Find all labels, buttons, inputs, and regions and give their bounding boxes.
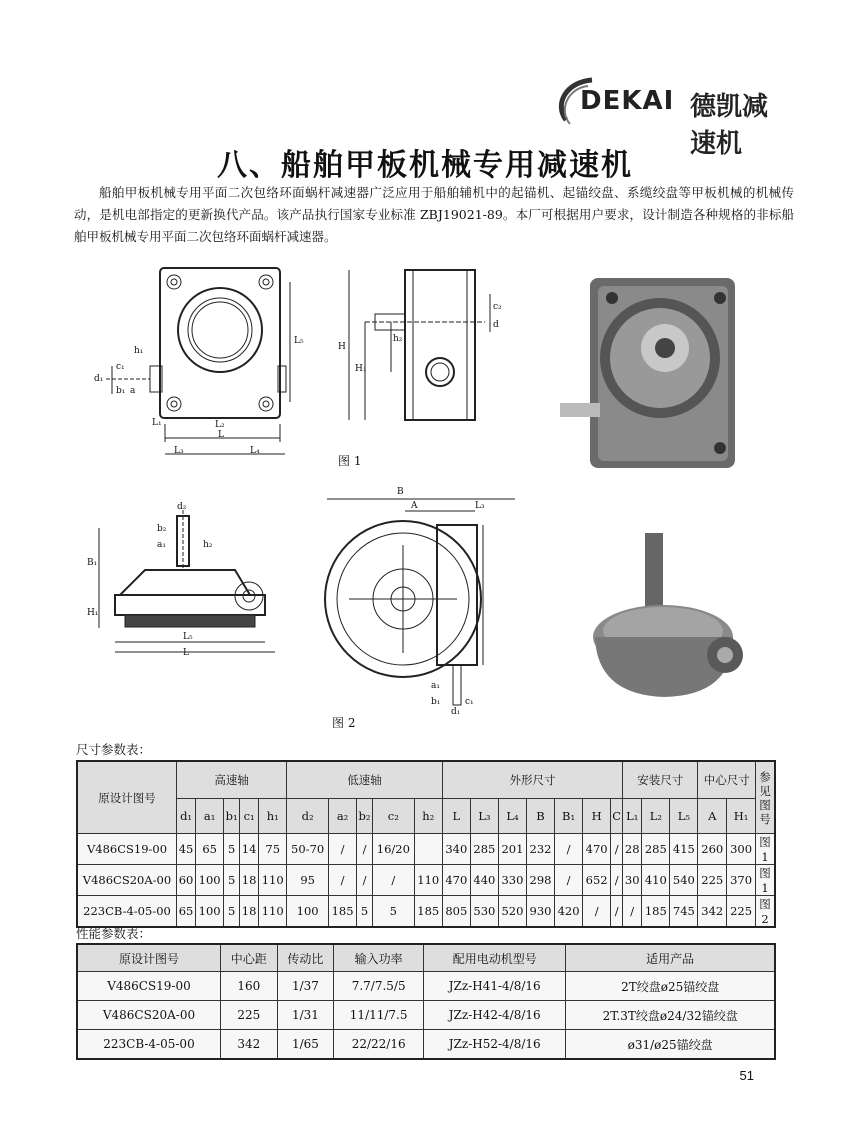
table-cell: 470 (583, 834, 611, 865)
fig1-caption: 图 1 (338, 454, 362, 468)
dim-subheader: c₂ (372, 799, 414, 834)
group-header-low-speed: 低速轴 (287, 761, 443, 799)
fig2-caption: 图 2 (332, 716, 356, 730)
table-cell: 285 (642, 834, 670, 865)
table-cell: JZz-H52-4/8/16 (424, 1030, 566, 1060)
table-cell: / (372, 865, 414, 896)
label-b1: b₁ (431, 697, 441, 707)
table-cell: 185 (642, 896, 670, 928)
perf-header: 中心距 (220, 944, 277, 972)
label-a1: a₁ (157, 540, 166, 550)
table-cell: 470 (442, 865, 470, 896)
table-cell: 232 (526, 834, 554, 865)
label-B1: B₁ (87, 558, 98, 568)
table-cell: 225 (220, 1001, 277, 1030)
table-cell: 5 (224, 834, 240, 865)
table-cell: / (329, 865, 357, 896)
table-cell: 110 (259, 896, 287, 928)
table-cell: / (555, 865, 583, 896)
table-cell: 540 (670, 865, 698, 896)
label-L3: L₃ (475, 501, 485, 511)
table-cell: 2T绞盘ø25锚绞盘 (566, 972, 775, 1001)
perf-header: 原设计图号 (77, 944, 220, 972)
label-h1: h₁ (134, 346, 144, 356)
table-cell: 图1 (756, 834, 776, 865)
table-cell: 225 (698, 865, 727, 896)
table-cell: 520 (498, 896, 526, 928)
table-cell: / (357, 834, 373, 865)
table-cell: 342 (698, 896, 727, 928)
dim-subheader: a₂ (329, 799, 357, 834)
table-cell: 160 (220, 972, 277, 1001)
table-cell: 95 (287, 865, 329, 896)
label-d2: d₂ (177, 502, 187, 512)
intro-paragraph: 船舶甲板机械专用平面二次包络环面蜗杆减速器广泛应用于船舶辅机中的起锚机、起锚绞盘、系缆绞盘等甲板机械的机械传动，是机电部指定的更新换代产品。该产品执行国家专业标准 ZBJ19021-89。本厂可根据用户要求，设计制造各种规格的非标船舶甲板机械专用平面二次包络环面蜗杆减速器。 (74, 185, 794, 244)
dim-subheader: d₁ (177, 799, 196, 834)
table-cell: 530 (470, 896, 498, 928)
table-cell: 652 (583, 865, 611, 896)
fig1-front-view-drawing (90, 262, 305, 462)
table-cell: 50-70 (287, 834, 329, 865)
table-cell: 2T.3T绞盘ø24/32锚绞盘 (566, 1001, 775, 1030)
perf-header: 配用电动机型号 (424, 944, 566, 972)
dim-subheader: h₁ (259, 799, 287, 834)
row-model-cell: V486CS19-00 (77, 834, 177, 865)
dim-subheader: L₁ (623, 799, 642, 834)
label-L5: L₅ (183, 632, 193, 642)
reducer-photo-1 (550, 268, 750, 488)
table-cell: 410 (642, 865, 670, 896)
label-H: H (338, 342, 346, 352)
dim-subheader: b₁ (224, 799, 240, 834)
table-cell: 930 (526, 896, 554, 928)
row-model-cell: V486CS20A-00 (77, 865, 177, 896)
table-cell: 22/22/16 (334, 1030, 424, 1060)
table-cell: 1/37 (277, 972, 334, 1001)
label-d: d (493, 320, 499, 330)
table-cell: 16/20 (372, 834, 414, 865)
label-L4: L₄ (250, 446, 260, 456)
dim-subheader: d₂ (287, 799, 329, 834)
table-cell: 223CB-4-05-00 (77, 1030, 220, 1060)
perf-header: 输入功率 (334, 944, 424, 972)
table-cell: 5 (224, 865, 240, 896)
label-a1b: a₁ (431, 681, 440, 691)
group-header-center: 中心尺寸 (698, 761, 756, 799)
label-H1: H₁ (355, 364, 367, 374)
label-c2: c₂ (493, 302, 502, 312)
col-orig-header: 原设计图号 (77, 761, 177, 834)
table-row (77, 865, 775, 896)
table-cell: 5 (372, 896, 414, 928)
logo-cn-text: 德凯减速机 (690, 92, 769, 159)
table-row (77, 972, 775, 1001)
table-cell: 298 (526, 865, 554, 896)
label-c1: c₁ (465, 697, 474, 707)
table-row (77, 1030, 775, 1060)
table-cell: 330 (498, 865, 526, 896)
label-L: L (183, 648, 189, 658)
table-cell: V486CS19-00 (77, 972, 220, 1001)
col-ref-header: 参见图号 (756, 761, 776, 834)
table-row (77, 834, 775, 865)
table-cell: 225 (727, 896, 756, 928)
brand-logo (552, 74, 792, 159)
table-cell: 260 (698, 834, 727, 865)
label-c1: c₁ (116, 362, 125, 372)
perf-header: 适用产品 (566, 944, 775, 972)
perf-table (76, 943, 776, 1060)
table-cell: JZz-H41-4/8/16 (424, 972, 566, 1001)
perf-table-label: 性能参数表： (76, 926, 152, 941)
table-cell: 100 (287, 896, 329, 928)
table-cell: 370 (727, 865, 756, 896)
group-header-high-speed: 高速轴 (177, 761, 287, 799)
label-b1: b₁ (116, 386, 126, 396)
dim-subheader: L₂ (642, 799, 670, 834)
table-cell: / (357, 865, 373, 896)
label-L1: L₁ (152, 418, 162, 428)
dim-subheader: L₄ (498, 799, 526, 834)
dim-subheader: B₁ (555, 799, 583, 834)
fig2-side-view-drawing (315, 485, 525, 715)
table-cell: / (611, 896, 623, 928)
table-cell: 45 (177, 834, 196, 865)
table-cell: 100 (196, 896, 224, 928)
table-cell: 7.7/7.5/5 (334, 972, 424, 1001)
table-row (77, 1001, 775, 1030)
table-cell: 28 (623, 834, 642, 865)
reducer-photo-2 (585, 525, 755, 710)
table-cell (414, 834, 442, 865)
table-cell: 110 (259, 865, 287, 896)
label-L3: L₃ (174, 446, 184, 456)
table-cell: 440 (470, 865, 498, 896)
label-d1: d₁ (94, 374, 104, 384)
table-cell: 420 (555, 896, 583, 928)
fig2-front-view-drawing (85, 500, 285, 670)
table-cell: 340 (442, 834, 470, 865)
table-cell: 110 (414, 865, 442, 896)
label-d1: d₁ (451, 707, 461, 717)
table-cell: 65 (177, 896, 196, 928)
dim-subheader-row (77, 799, 775, 834)
dim-subheader: c₁ (240, 799, 259, 834)
dim-subheader: H (583, 799, 611, 834)
dim-subheader: B (526, 799, 554, 834)
label-L5: L₅ (294, 336, 304, 346)
label-a: a (130, 386, 136, 396)
table-cell: / (611, 834, 623, 865)
page-number: 51 (739, 1068, 754, 1083)
table-cell: 300 (727, 834, 756, 865)
dim-subheader: L₃ (470, 799, 498, 834)
dim-table-label: 尺寸参数表： (76, 742, 152, 757)
table-cell: 18 (240, 896, 259, 928)
dim-subheader: L (442, 799, 470, 834)
table-cell: / (329, 834, 357, 865)
table-cell: 201 (498, 834, 526, 865)
table-cell: 75 (259, 834, 287, 865)
label-A: A (411, 501, 418, 511)
group-header-outline: 外形尺寸 (442, 761, 622, 799)
dim-subheader: h₂ (414, 799, 442, 834)
table-row (77, 896, 775, 928)
label-h2: h₂ (203, 540, 213, 550)
group-header-install: 安装尺寸 (623, 761, 698, 799)
dim-subheader: L₅ (670, 799, 698, 834)
label-H1: H₁ (87, 608, 99, 618)
dim-subheader: a₁ (196, 799, 224, 834)
table-cell: / (555, 834, 583, 865)
label-b2: b₂ (157, 524, 167, 534)
table-cell: 185 (414, 896, 442, 928)
logo-brand-text: DEKAI (580, 86, 675, 116)
label-L2: L₂ (215, 420, 225, 430)
table-cell: 5 (357, 896, 373, 928)
dim-table (76, 760, 776, 928)
dim-subheader: H₁ (727, 799, 756, 834)
table-cell: V486CS20A-00 (77, 1001, 220, 1030)
dim-subheader: b₂ (357, 799, 373, 834)
table-cell: ø31/ø25锚绞盘 (566, 1030, 775, 1060)
perf-header: 传动比 (277, 944, 334, 972)
table-cell: 100 (196, 865, 224, 896)
table-cell: 285 (470, 834, 498, 865)
table-cell: JZz-H42-4/8/16 (424, 1001, 566, 1030)
perf-table-body (77, 972, 775, 1060)
label-L: L (218, 430, 224, 440)
table-cell: 图1 (756, 865, 776, 896)
table-cell: 65 (196, 834, 224, 865)
table-cell: / (611, 865, 623, 896)
perf-header-row (77, 944, 775, 972)
fig1-side-view-drawing (335, 262, 510, 442)
dim-subheader: C (611, 799, 623, 834)
table-cell: / (623, 896, 642, 928)
table-cell: 图2 (756, 896, 776, 928)
table-cell: 745 (670, 896, 698, 928)
label-B: B (397, 487, 404, 497)
table-cell: 1/31 (277, 1001, 334, 1030)
table-cell: 805 (442, 896, 470, 928)
label-h2: h₂ (393, 334, 403, 344)
dim-subheader: A (698, 799, 727, 834)
row-model-cell: 223CB-4-05-00 (77, 896, 177, 928)
table-cell: 60 (177, 865, 196, 896)
table-cell: 18 (240, 865, 259, 896)
table-cell: 185 (329, 896, 357, 928)
table-cell: 1/65 (277, 1030, 334, 1060)
table-cell: 5 (224, 896, 240, 928)
table-cell: 342 (220, 1030, 277, 1060)
table-cell: 30 (623, 865, 642, 896)
table-cell: 14 (240, 834, 259, 865)
table-cell: 415 (670, 834, 698, 865)
table-cell: 11/11/7.5 (334, 1001, 424, 1030)
table-cell: / (583, 896, 611, 928)
page-title: 八、船舶甲板机械专用减速机 (217, 148, 633, 183)
dim-table-body (77, 834, 775, 928)
